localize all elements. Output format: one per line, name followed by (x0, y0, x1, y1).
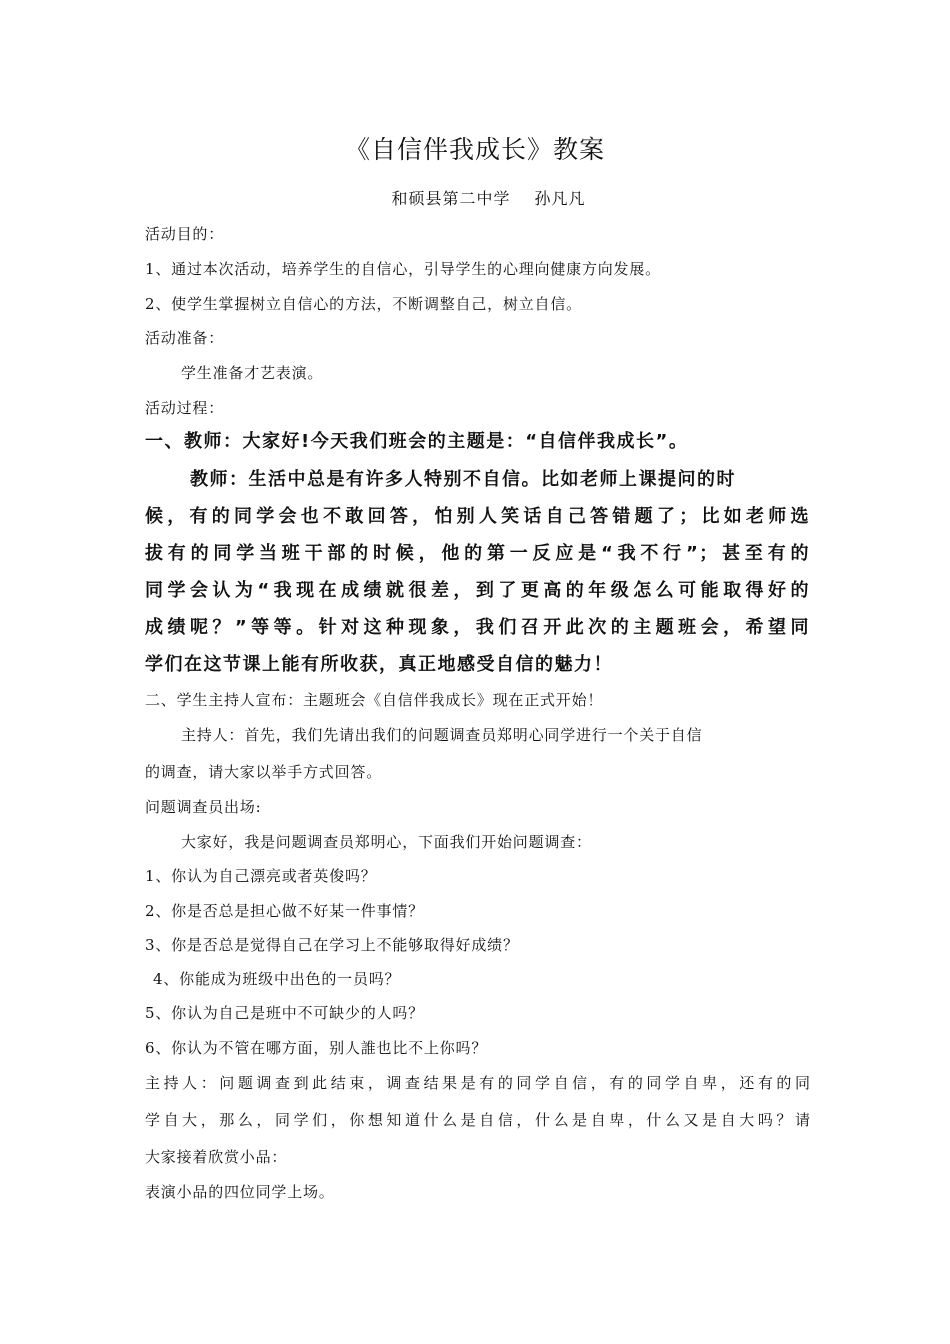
heading-activity-process: 活动过程： (145, 399, 225, 417)
heading-activity-goals: 活动目的： (145, 225, 225, 243)
goal-item-1: 1、通过本次活动，培养学生的自信心，引导学生的心理向健康方向发展。 (145, 260, 661, 278)
survey-question: 2、你是否总是担心做不好某一件事情？ (145, 902, 424, 920)
teacher-paragraph-line: 同学会认为“我现在成绩就很差，到了更高的年级怎么可能取得好的 (145, 580, 810, 601)
preparation-text: 学生准备才艺表演。 (181, 364, 324, 382)
host-announcement: 二、学生主持人宣布：主题班会《自信伴我成长》现在正式开始！ (145, 691, 604, 709)
author-line (0, 186, 950, 212)
teacher-paragraph-line: 成绩呢？”等等。针对这种现象，我们召开此次的主题班会，希望同 (145, 617, 810, 638)
survey-question: 1、你认为自己漂亮或者英俊吗？ (145, 867, 377, 885)
document-title: 《自信伴我成长》教案 (344, 135, 605, 164)
survey-question: 5、你认为自己是班中不可缺少的人吗？ (145, 1004, 424, 1022)
host-paragraph-line: 主持人：首先，我们先请出我们的问题调查员郑明心同学进行一个关于自信 (181, 726, 703, 744)
heading-activity-preparation: 活动准备： (145, 329, 225, 347)
host-conclusion-line: 大家接着欣赏小品： (145, 1148, 288, 1166)
teacher-paragraph-line: 拔有的同学当班干部的时候，他的第一反应是“我不行”；甚至有的 (145, 543, 810, 564)
surveyor-entrance: 问题调查员出场: (145, 798, 262, 816)
skit-entrance: 表演小品的四位同学上场。 (145, 1183, 335, 1201)
surveyor-intro: 大家好，我是问题调查员郑明心，下面我们开始问题调查： (181, 833, 592, 851)
host-conclusion-line: 主持人：问题调查到此结束，调查结果是有的同学自信，有的同学自卑，还有的同 (145, 1074, 810, 1092)
goal-item-2: 2、使学生掌握树立自信心的方法，不断调整自己，树立自信。 (145, 295, 582, 313)
teacher-paragraph-line: 学们在这节课上能有所收获，真正地感受自信的魅力！ (145, 654, 613, 675)
author-school: 和硕县第二中学 (391, 189, 511, 208)
host-paragraph-line: 的调查，请大家以举手方式回答。 (145, 763, 383, 781)
host-conclusion-line: 学自大，那么，同学们，你想知道什么是自信，什么是自卑，什么又是自大吗？请 (145, 1111, 810, 1129)
survey-question: 3、你是否总是觉得自己在学习上不能够取得好成绩？ (145, 936, 519, 954)
teacher-paragraph-line: 候，有的同学会也不敢回答，怕别人笑话自己答错题了；比如老师选 (145, 506, 810, 527)
survey-question: 6、你认为不管在哪方面，别人誰也比不上你吗？ (145, 1039, 488, 1057)
survey-question: 4、你能成为班级中出色的一员吗？ (153, 970, 401, 988)
teacher-greeting: 一、教师：大家好!今天我们班会的主题是：“自信伴我成长”。 (145, 431, 689, 452)
teacher-paragraph-line: 教师：生活中总是有许多人特别不自信。比如老师上课提问的时 (190, 469, 736, 490)
author-name: 孙凡凡 (534, 189, 586, 208)
